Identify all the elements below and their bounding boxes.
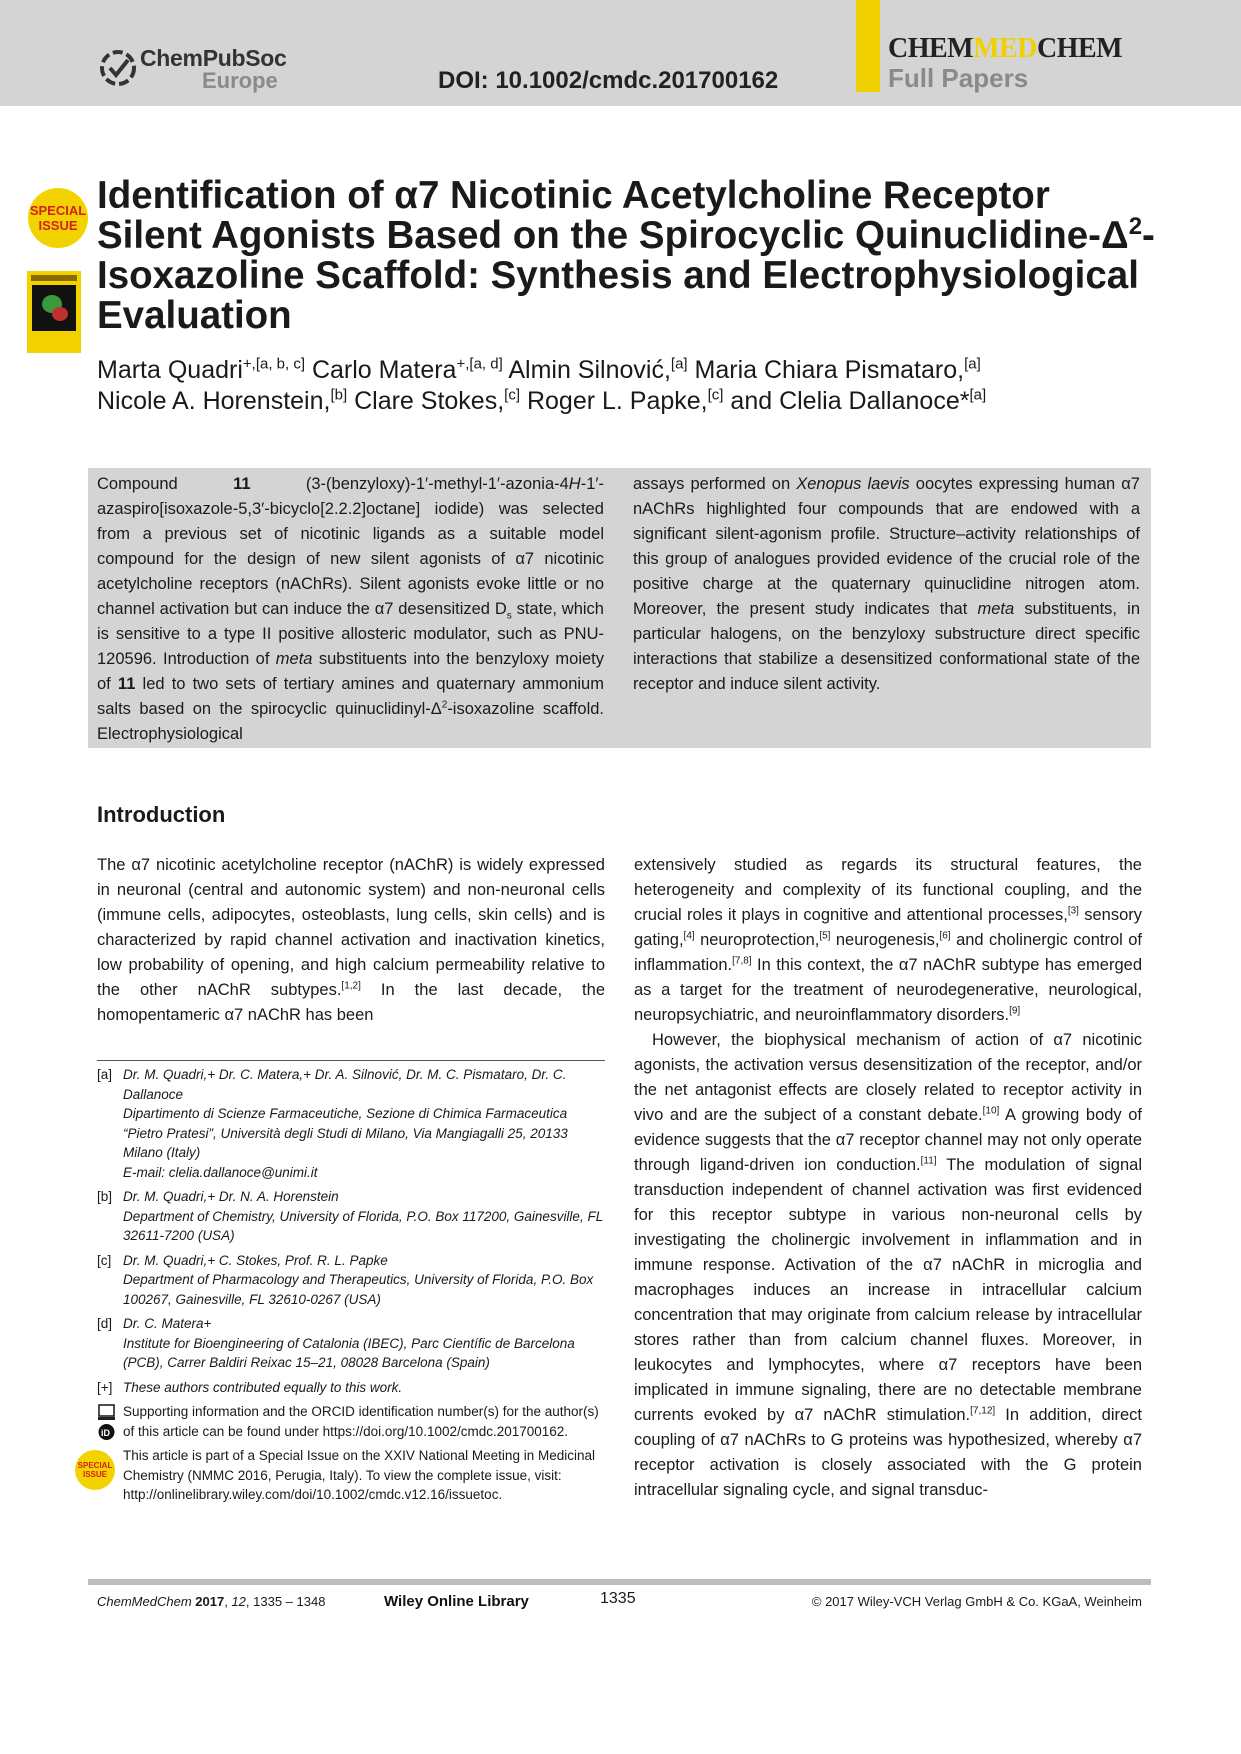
logo-name: ChemPubSoc (140, 45, 287, 71)
badge-line-2: ISSUE (38, 218, 78, 233)
footer-rule (88, 1579, 1151, 1585)
body-left-column (97, 853, 605, 1028)
footnote-b: [b] Dr. M. Quadri,+ Dr. N. A. Horenstein Department of Chemistry, University of Florida, P.O. Box 117200, Gainesville, FL 32611-7200 (USA) (97, 1189, 603, 1243)
citation[interactable]: [6] (939, 930, 951, 942)
section-heading-introduction: Introduction (97, 802, 226, 827)
body-right-column (634, 853, 1142, 1503)
author-affiliation: [c] (707, 386, 724, 404)
paragraph: The α7 nicotinic acetylcholine receptor (nAChR) is widely expressed in neuronal (central and autonomic system) and non-neuronal cells (immune cells, adipocytes, osteoblasts, lung cells, skin cells) and is characterized by rapid channel activation and inactivation kinetics, low probability of opening, and high calcium permeability relative to the other nAChR subtypes.[1,2] In the last decade, the homopentameric α7 nAChR has been (97, 856, 605, 1024)
page-number: 1335 (600, 1590, 636, 1607)
badge-line-1: SPECIAL (29, 203, 87, 218)
citation[interactable]: [5] (819, 930, 831, 942)
footer-citation: ChemMedChem 2017, 12, 1335 – 1348 (97, 1594, 326, 1609)
title-sup: 2 (1128, 213, 1143, 241)
cover-blob (52, 307, 68, 321)
doi: DOI: 10.1002/cmdc.201700162 (438, 67, 779, 94)
affiliation-footnotes (77, 1065, 605, 1510)
journal-chem-2: CHEM (1036, 33, 1123, 64)
author-name: Clelia Dallanoce* (779, 387, 970, 415)
orcid-icon: iD (101, 1428, 110, 1438)
wiley-online-library-link[interactable]: Wiley Online Library (384, 1593, 529, 1610)
journal-cover-thumbnail (27, 271, 81, 353)
chempubsoc-logo-icon (98, 48, 138, 88)
citation[interactable]: [11] (920, 1155, 937, 1167)
footnote-c: [c] Dr. M. Quadri,+ C. Stokes, Prof. R. L. Papke Department of Pharmacology and Therapeutics, University of Florida, P.O. Box 100267, Gainesville, FL 32610-0267 (USA) (97, 1252, 594, 1307)
cover-image (32, 285, 76, 331)
email[interactable]: E-mail: clelia.dallanoce@unimi.it (123, 1164, 318, 1180)
cover-title-bar (31, 275, 77, 281)
author-affiliation: [a] (964, 355, 981, 373)
author-list (97, 355, 1157, 417)
article-section: Full Papers (888, 63, 1029, 93)
journal-accent-bar (856, 0, 880, 92)
title-part-2: -Isoxazoline Scaffold: Synthesis and Electrophysiological Evaluation (97, 214, 1155, 337)
author-separator (520, 387, 527, 415)
author-affiliation: +,[a, d] (456, 355, 503, 373)
logo-sub: Europe (202, 68, 278, 93)
author-affiliation: [b] (330, 386, 348, 404)
title-part-1: Identification of α7 Nicotinic Acetylcholine Receptor Silent Agonists Based on the Spirocyclic Quinuclidine-Δ (97, 174, 1129, 257)
footnote-a: [a] Dr. M. Quadri,+ Dr. C. Matera,+ Dr. A. Silnović, Dr. M. C. Pismataro, Dr. C. Dallanoce Dipartimento di Scienze Farmaceutiche, Sezione di Chimica Farmaceutica “Pietro Pratesi”, Università degli Studi di Milano, Via Mangiagalli 25, 20133 Milano (Italy) E-mail: clelia.dallanoce@unimi.it (97, 1065, 605, 1182)
footnote-special-issue: SPECIAL ISSUE This article is part of a Special Issue on the XXIV National Meeting in Medicinal Chemistry (NMMC 2016, Perugia, Italy). To view the complete issue, visit: http://onlinelibrary.wiley.com/doi/10.1002/cmdc.v12.16/issuetoc. (97, 1446, 605, 1505)
author-affiliation: [a] (670, 355, 688, 373)
citation[interactable]: [10] (982, 1105, 1000, 1117)
journal-med: MED (973, 33, 1037, 64)
author-affiliation: +,[a, b, c] (242, 355, 306, 373)
author-name: Marta Quadri (97, 356, 243, 384)
abstract-box (88, 468, 1151, 748)
special-issue-badge (28, 188, 88, 248)
abstract-right-column: assays performed on Xenopus laevis oocytes expressing human α7 nAChRs highlighted four compounds that are endowed with a significant silent-agonism profile. Structure–activity relationships of this group of analogues provided evidence of the crucial role of the positive charge at the quaternary quinuclidine nitrogen atom. Moreover, the present study indicates that meta substituents, in particular halogens, on the benzyloxy substructure direct specific interactions that stabilize a desensitized conformational state of the receptor and induce silent activity. (633, 475, 1141, 693)
journal-name (888, 34, 1122, 64)
author-name: Nicole A. Horenstein, (97, 387, 331, 415)
citation[interactable]: [9] (1009, 1005, 1021, 1017)
abstract-left-column: Compound 11 (3-(benzyloxy)-1′-methyl-1′-azonia-4H-1′-azaspiro[isoxazole-5,3′-bicyclo[2.2.2]octane] iodide) was selected from a previous set of nicotinic ligands as a suitable model compound for the design of new silent agonists of α7 nicotinic acetylcholine receptors (nAChRs). Silent agonists evoke little or no channel activation but can induce the α7 desensitized $D_s$ state, which is sensitive to a type II positive allosteric modulator, such as PNU-120596. Introduction of meta substituents into the benzyloxy moiety of 11 led to two sets of tertiary amines and quaternary ammonium salts based on the spirocyclic quinuclidinyl-$\Delta^2$-isoxazoline scaffold. Electrophysiological (97, 475, 605, 743)
journal-chem-1: CHEM (888, 33, 974, 64)
author-name: Almin Silnović, (508, 356, 671, 384)
author-name: Roger L. Papke, (526, 387, 708, 415)
citation[interactable]: [7,8] (732, 955, 752, 967)
citation[interactable]: [1,2] (341, 980, 361, 992)
special-issue-small-icon: SPECIAL ISSUE (75, 1450, 115, 1490)
citation[interactable]: [4] (683, 930, 695, 942)
paragraph: However, the biophysical mechanism of action of α7 nicotinic agonists, the activation versus desensitization of the receptor, and/or the net antagonist effects are closely related to receptor activity in vivo and are the subject of a constant debate.[10] A growing body of evidence suggests that the α7 receptor channel may not only operate through ligand-driven ion conduction.[11] The modulation of signal transduction independent of channel activation was first evidenced for this receptor subtype in various non-neuronal cells by investigating the cholinergic involvement in inflammation and in immune response. Activation of the α7 nAChR in microglia and macrophages induces an increase in intracellular calcium concentration that may originate from calcium release by intracellular stores rather than from calcium channel fluxes. Moreover, in leukocytes and lymphocytes, where α7 receptors have been implicated in immune signaling, there are no detectable membrane currents evoked by α7 nAChR stimulation.[7,12] In addition, direct coupling of α7 nAChRs to G proteins was hypothesized, whereby α7 receptor activation is closely associated with the G protein intracellular signaling cycle, and signal transduc- (634, 1031, 1142, 1499)
copyright: © 2017 Wiley-VCH Verlag GmbH & Co. KGaA, Weinheim (811, 1594, 1142, 1609)
footnote-d: [d] Dr. C. Matera+ Institute for Bioengineering of Catalonia (IBEC), Parc Científic de Barcelona (PCB), Carrer Baldiri Reixac 15–21, 08028 Barcelona (Spain) (97, 1316, 575, 1370)
author-name: Clare Stokes, (354, 387, 505, 415)
author-separator: and (723, 387, 780, 415)
author-name: Carlo Matera (311, 356, 457, 384)
footnote-plus: [+] These authors contributed equally to this work. (97, 1379, 403, 1395)
paragraph: extensively studied as regards its structural features, the heterogeneity and complexity of its functional coupling, and the crucial roles it plays in cognitive and attentional processes,[3] sensory gating,[4] neuroprotection,[5] neurogenesis,[6] and cholinergic control of inflammation.[7,8] In this context, the α7 nAChR subtype has emerged as a target for the treatment of neurodegenerative, neurological, neuropsychiatric, and neuroinflammatory disorders.[9] (634, 856, 1143, 1024)
footnote-supporting-info: iD Supporting information and the ORCID identification number(s) for the author(s) of this article can be found under https://doi.org/10.1002/cmdc.201700162. (97, 1402, 605, 1441)
author-affiliation: [a] (969, 386, 987, 404)
author-name: Maria Chiara Pismataro, (694, 356, 965, 384)
article-title (97, 176, 1157, 336)
author-separator (688, 356, 695, 384)
citation[interactable]: [3] (1067, 905, 1079, 917)
citation[interactable]: [7,12] (970, 1405, 996, 1417)
footnote-rule (97, 1060, 605, 1061)
author-affiliation: [c] (504, 386, 520, 404)
author-separator (305, 356, 312, 384)
